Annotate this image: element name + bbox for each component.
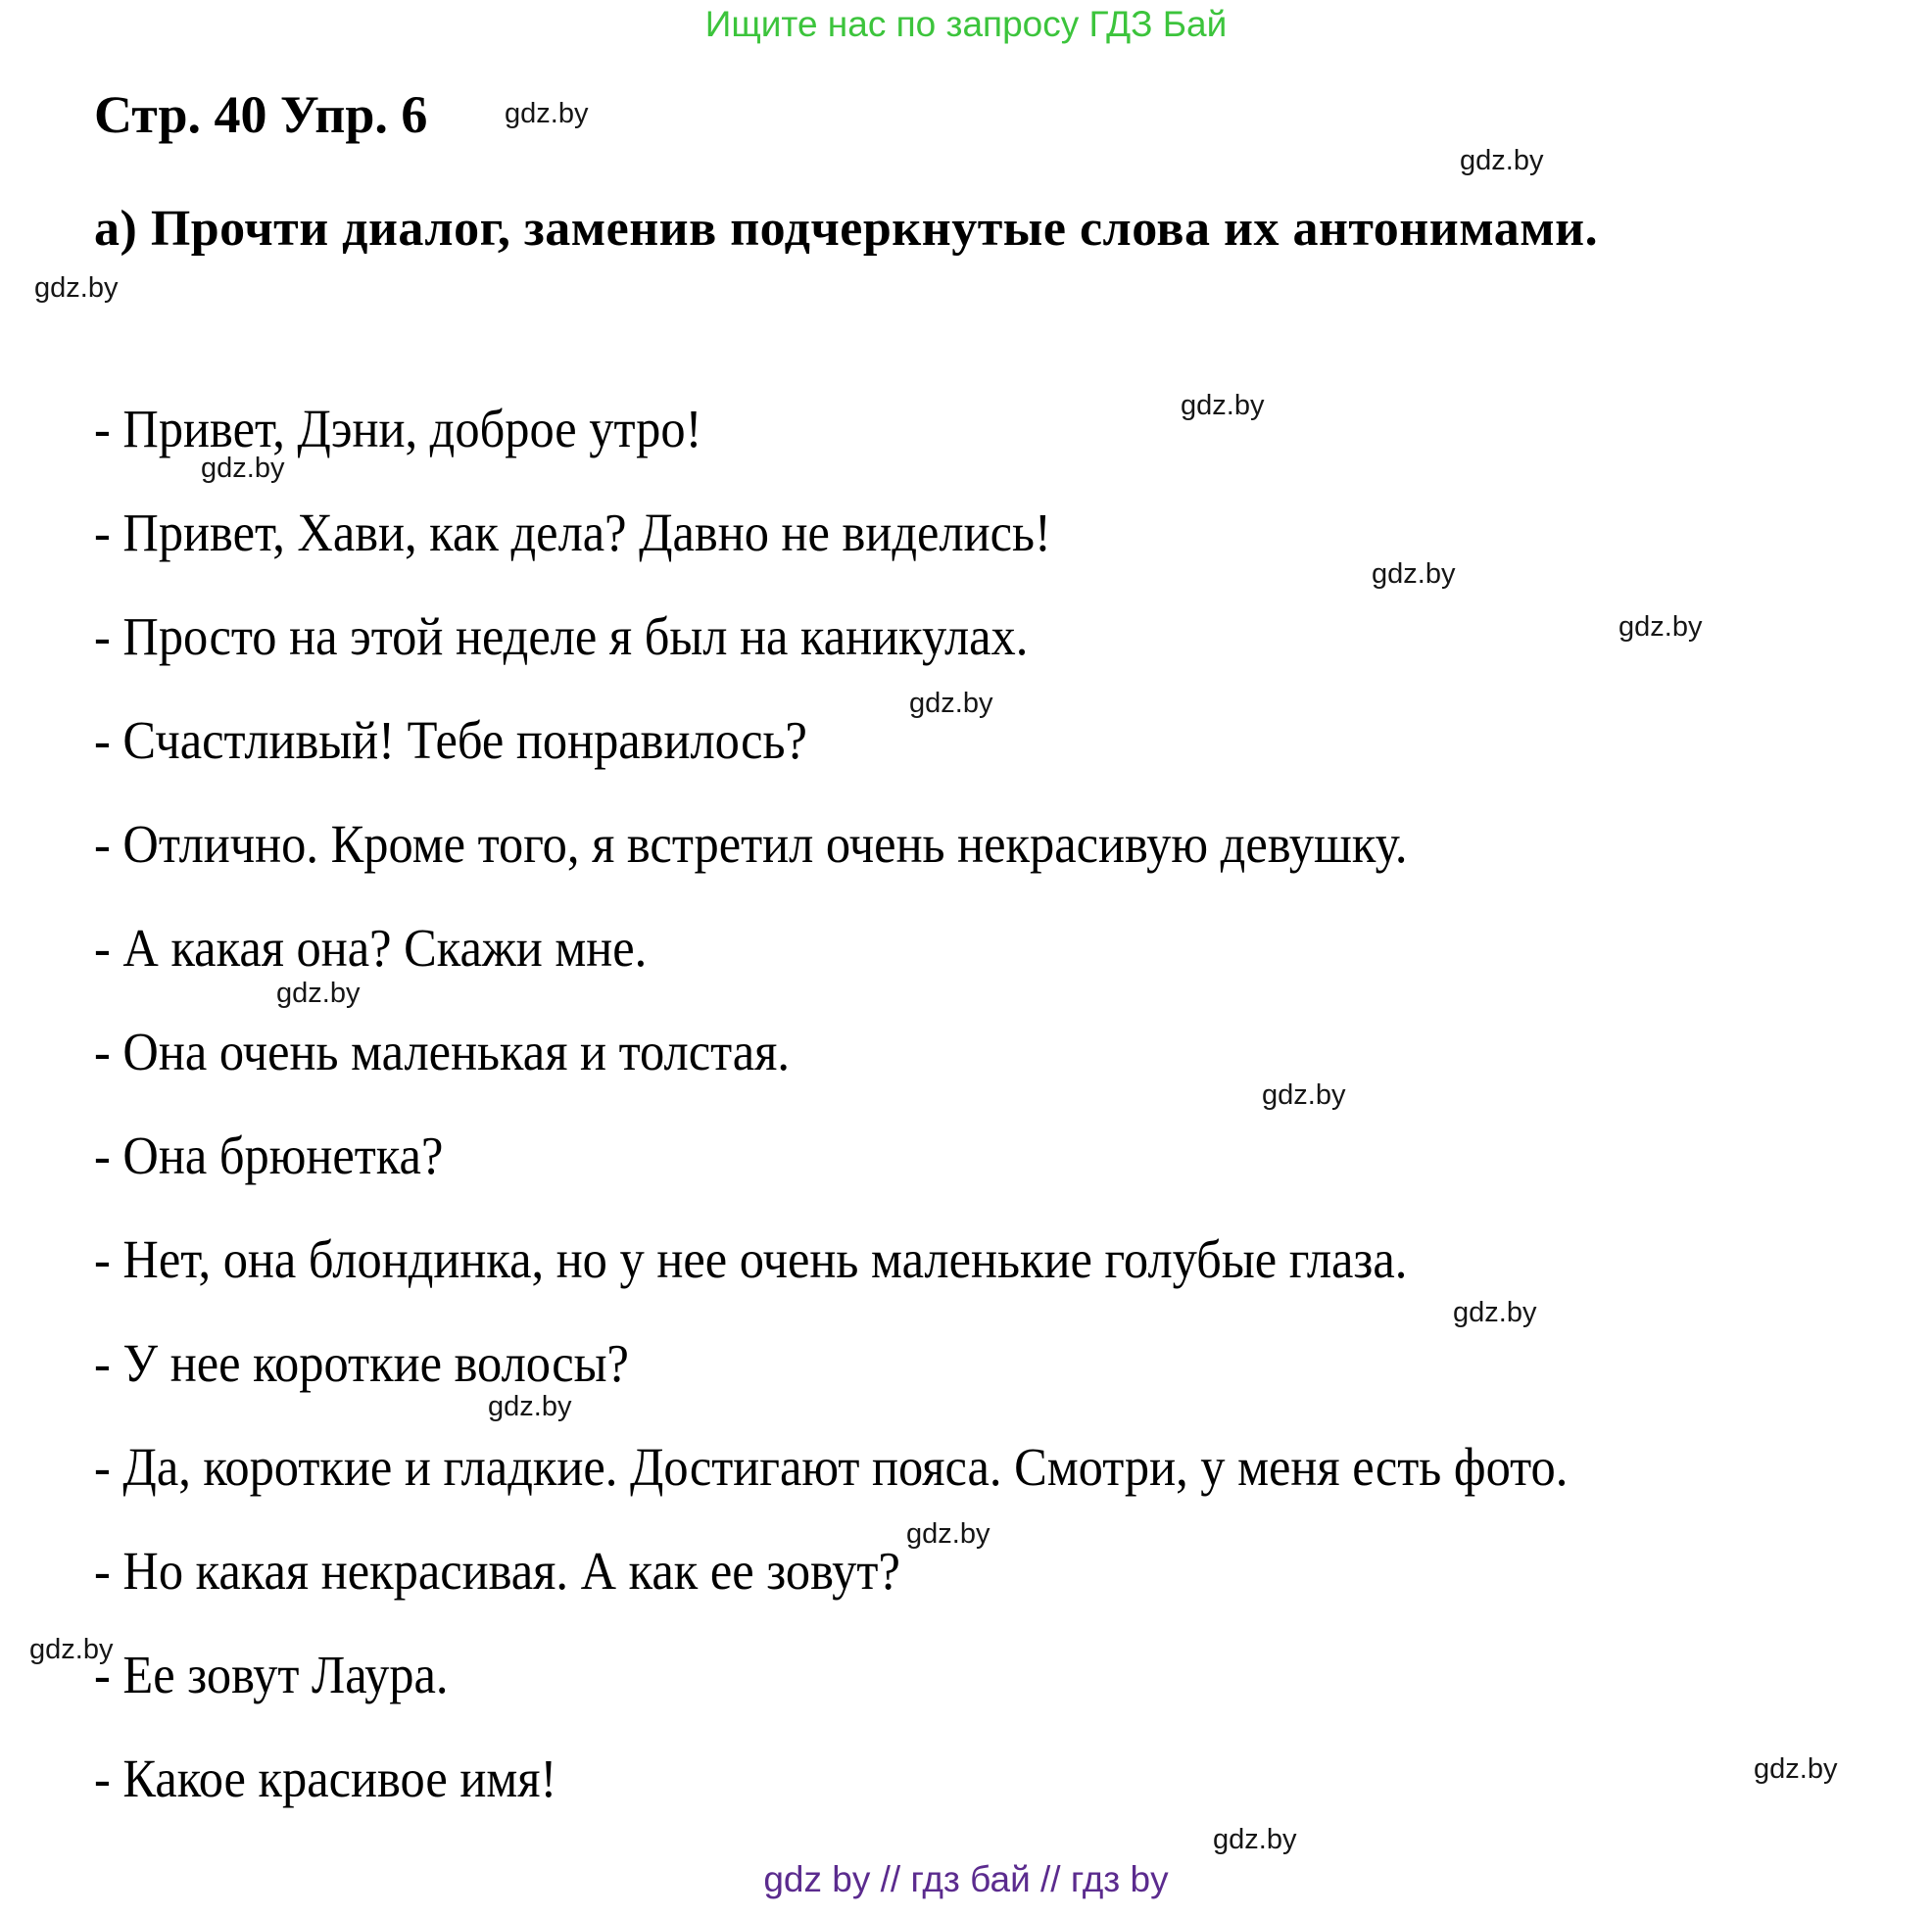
dialog-line: - Ее зовут Лаура. — [94, 1646, 449, 1705]
gdz-watermark: gdz.by — [201, 453, 285, 484]
dialog-line: - Отлично. Кроме того, я встретил очень некрасивую девушку. — [94, 815, 1408, 875]
dialog-line: - Нет, она блондинка, но у нее очень маленькие голубые глаза. — [94, 1230, 1408, 1290]
gdz-watermark: gdz.by — [1460, 145, 1544, 176]
gdz-watermark: gdz.by — [276, 978, 361, 1009]
dialog-line: - Да, короткие и гладкие. Достигают пояса. Смотри, у меня есть фото. — [94, 1438, 1569, 1498]
gdz-watermark: gdz.by — [1372, 558, 1456, 590]
task-title: а) Прочти диалог, заменив подчеркнутые слова их антонимами. — [94, 201, 1599, 257]
gdz-watermark: gdz.by — [906, 1518, 990, 1550]
dialog-line: - Просто на этой неделе я был на каникулах. — [94, 607, 1029, 667]
gdz-watermark: gdz.by — [1181, 390, 1265, 421]
gdz-watermark: gdz.by — [1618, 611, 1703, 643]
gdz-watermark: gdz.by — [909, 688, 993, 719]
gdz-watermark: gdz.by — [505, 98, 589, 129]
top-banner-text: Ищите нас по запросу ГДЗ Бай — [704, 4, 1228, 44]
gdz-watermark: gdz.by — [34, 272, 119, 304]
gdz-watermark: gdz.by — [1262, 1079, 1346, 1111]
footer-site-text: gdz by // гдз бай // гдз by — [763, 1859, 1169, 1899]
dialog-line: - Счастливый! Тебе понравилось? — [94, 711, 807, 771]
gdz-watermark: gdz.by — [1754, 1753, 1838, 1785]
gdz-watermark: gdz.by — [1453, 1297, 1537, 1328]
dialog-line: - Она брюнетка? — [94, 1126, 444, 1186]
gdz-watermark: gdz.by — [488, 1391, 572, 1422]
dialog-line: - Привет, Дэни, доброе утро! — [94, 400, 702, 459]
dialog-line: - А какая она? Скажи мне. — [94, 919, 648, 979]
dialog-line: - Привет, Хави, как дела? Давно не виделись! — [94, 503, 1051, 563]
page-exercise-header: Стр. 40 Упр. 6 — [94, 85, 428, 144]
dialog-line: - Она очень маленькая и толстая. — [94, 1023, 790, 1082]
dialog-line: - У нее короткие волосы? — [94, 1334, 629, 1394]
gdz-watermark: gdz.by — [29, 1634, 114, 1665]
gdz-watermark: gdz.by — [1213, 1824, 1297, 1855]
dialog-line: - Но какая некрасивая. А как ее зовут? — [94, 1542, 900, 1602]
dialog-line: - Какое красивое имя! — [94, 1749, 557, 1809]
